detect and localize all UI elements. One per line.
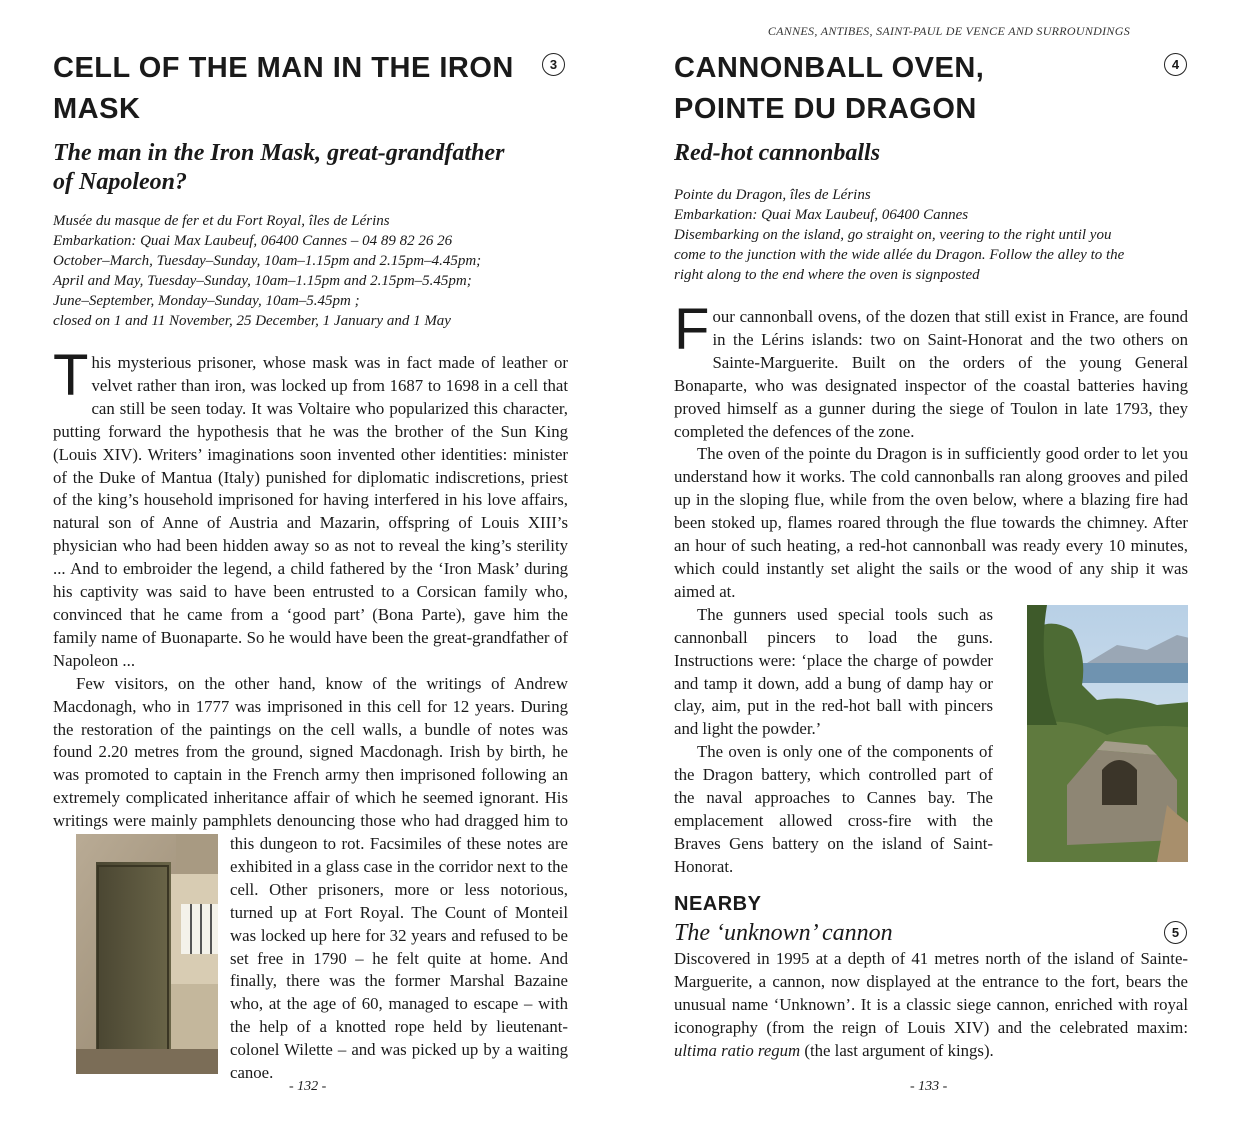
nearby-section-number: 5 <box>1164 921 1187 944</box>
left-body-text <box>53 343 569 1085</box>
nearby-title: The ‘unknown’ cannon <box>674 920 893 946</box>
paragraph-text: (the last argument of kings). <box>800 1040 994 1060</box>
page-number-right: - 133 - <box>910 1079 948 1094</box>
nearby-heading: NEARBY <box>674 893 762 915</box>
paragraph-text: The gunners used special tools such as cannonball pincers to load the guns. Instructions were: ‘place the charge of powder and tamp it down, add a bung of damp hay or clay, aim, put in the red-hot ball with pincers and light the powder.’ <box>674 604 993 739</box>
paragraph-text: to this dungeon to rot. Facsimiles of these notes are exhibited in a glass case in the corridor next to the cell. Other prisoners, more or less notorious, turned up at Fort Royal. The Count of Monteil was locked up here for 32 years and refused to be set free in 1790 – he felt quite at home. And finally, there was the former Marshal Bazaine who, at the age of 60, managed to escape – with the help of a knotted rope held by lieutenant-colonel Wilette – and was picked up by a waiting canoe. <box>230 811 569 1083</box>
right-paragraph-2 <box>674 443 1188 603</box>
right-info-block <box>674 185 1124 285</box>
info-line: April and May, Tuesday–Sunday, 10am–1.15pm and 2.15pm–5.45pm; <box>53 273 472 289</box>
left-title: CELL OF THE MAN IN THE IRON MASK <box>53 52 514 125</box>
left-section-number: 3 <box>542 53 565 76</box>
left-info-block <box>53 211 481 331</box>
info-line: Musée du masque de fer et du Fort Royal, îles de Lérins <box>53 213 390 229</box>
left-subtitle: The man in the Iron Mask, great-grandfather of Napoleon? <box>53 140 505 195</box>
drop-cap: T <box>53 343 89 408</box>
right-title: CANNONBALL OVEN, POINTE DU DRAGON <box>674 52 985 125</box>
info-line: October–March, Tuesday–Sunday, 10am–1.15pm and 2.15pm–4.45pm; <box>53 253 482 269</box>
running-head: CANNES, ANTIBES, SAINT-PAUL DE VENCE AND SURROUNDINGS <box>767 24 1130 38</box>
paragraph-text: Discovered in 1995 at a depth of 41 metres north of the island of Sainte-Marguerite, a cannon, now displayed at the entrance to the fort, bears the unusual name ‘Unknown’. It is a classic siege cannon, enriched with royal iconography (from the reign of Louis XIV) and the celebrated maxim: <box>674 949 1188 1037</box>
left-paragraph-1 <box>53 343 568 673</box>
prison-cell-door-photo <box>53 834 218 1074</box>
right-page <box>674 0 1188 1123</box>
info-line: Embarkation: Quai Max Laubeuf, 06400 Cannes – 04 89 82 26 26 <box>53 233 453 249</box>
right-section-number: 4 <box>1164 53 1187 76</box>
info-line: June–September, Monday–Sunday, 10am–5.45pm ; <box>53 293 360 309</box>
right-paragraph-3 <box>674 604 1188 741</box>
right-body-text <box>674 297 1188 879</box>
info-line: Disembarking on the island, go straight on, veering to the right until you <box>674 227 1112 243</box>
paragraph-text: Few visitors, on the other hand, know of the writings of Andrew Macdonagh, who in 1777 was imprisoned in this cell for 12 years. During the restoration of the paintings on the cell walls, a bundle of notes was found 2.20 metres from the ground, signed Macdonagh. Irish by birth, he was promoted to captain in the French army then imprisoned following an extremely complicated inheritance affair of which he seemed ignorant. His writings were mainly pamphlets denouncing those who had dragged him <box>53 673 568 831</box>
nearby-text <box>674 948 1188 1063</box>
right-subtitle: Red-hot cannonballs <box>674 140 881 166</box>
info-line: closed on 1 and 11 November, 25 December, 1 January and 1 May <box>53 313 451 329</box>
nearby-paragraph <box>674 948 1188 1063</box>
paragraph-text: The oven is only one of the components of the Dragon battery, which controlled part of the naval approaches to Cannes bay. The emplacement allowed cross-fire with the Braves Gens battery on the island of Saint-Honorat. <box>674 742 993 876</box>
latin-maxim: ultima ratio regum <box>674 1040 801 1060</box>
paragraph-text: his mysterious prisoner, whose mask was in fact made of leather or velvet rather than iron, was locked up from 1687 to 1698 in a cell that can still be seen today. It was Voltaire who popularized this character, putting forward the hypothesis that he was the brother of the Sun King (Louis XIV). Writers’ imaginations soon invented other identities: minister of the Duke of Mantua (Italy) punished for diplomatic indiscretions, priest of the king’s household imprisoned for having interfered in his love affairs, natural son of Anne of Austria and Mazarin, offspring of Louis XIII’s physician who had been hidden away so as not to reveal the king’s sterility ... And to embroider the legend, a child fathered by the ‘Iron Mask’ during his captivity was said to have been entrusted to a Corsican family who, convinced that he came from a ‘good part’ (Bona Parte), gave him the family name of Buonaparte. So he would have been the great-grandfather of Napoleon ... <box>53 353 568 670</box>
page-number-left: - 132 - <box>289 1079 327 1094</box>
paragraph-text: The oven of the pointe du Dragon is in sufficiently good order to let you understand how it works. The cold cannonballs ran along grooves and piled up in the sloping flue, while from the oven below, where a blazing fire had been stoked up, flames roared through the flue towards the chimney. After an hour of such heating, a red-hot cannonball was ready every 10 minutes, which could instantly set alight the sails or the wood of any ship it was aimed at. <box>674 444 1188 601</box>
drop-cap: F <box>674 297 710 362</box>
paragraph-text: our cannonball ovens, of the dozen that still exist in France, are found in the Lérins islands: two on Saint-Honorat and the two others on Sainte-Marguerite. Built on the orders of the young General Bonaparte, who was designated inspector of the coastal batteries having proved himself as a gunner during the siege of Toulon in late 1793, they completed the defences of the zone. <box>674 307 1188 441</box>
info-line: right along to the end where the oven is signposted <box>674 267 980 283</box>
left-page <box>53 0 568 1123</box>
info-line: Pointe du Dragon, îles de Lérins <box>674 187 871 203</box>
cannonball-oven-photo <box>1004 605 1188 862</box>
info-line: come to the junction with the wide allée du Dragon. Follow the alley to the <box>674 247 1125 263</box>
left-paragraph-2 <box>53 673 568 1085</box>
right-paragraph-1 <box>674 297 1188 443</box>
info-line: Embarkation: Quai Max Laubeuf, 06400 Cannes <box>674 207 969 223</box>
